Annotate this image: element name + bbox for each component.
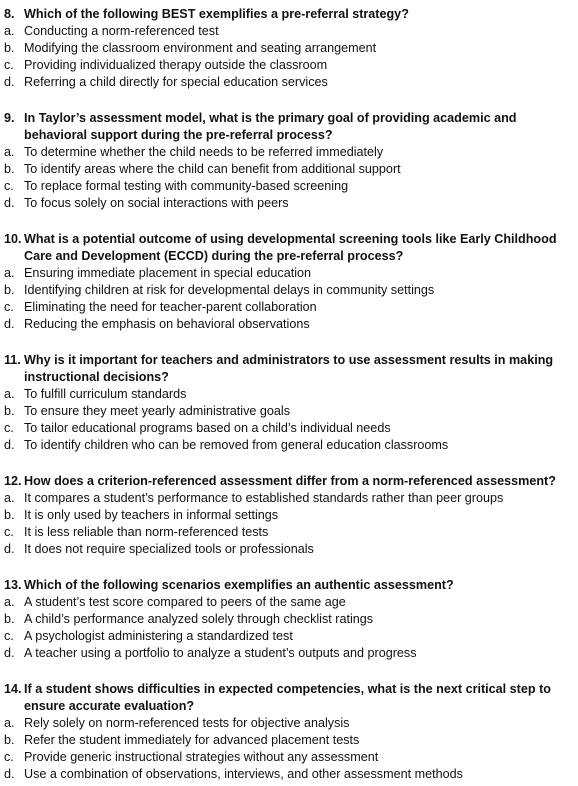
option-letter: a. bbox=[4, 24, 15, 38]
option-text: To replace formal testing with community-based screening bbox=[24, 179, 349, 193]
answer-option bbox=[4, 507, 578, 524]
question-block bbox=[4, 110, 578, 212]
option-text: Identifying children at risk for developmental delays in community settings bbox=[24, 283, 435, 297]
answer-option bbox=[4, 57, 578, 74]
option-letter: a. bbox=[4, 716, 15, 730]
option-text: It compares a student’s performance to established standards rather than peer groups bbox=[24, 491, 504, 505]
answer-option bbox=[4, 524, 578, 541]
question-text: Which of the following BEST exemplifies a pre-referral strategy? bbox=[24, 7, 409, 21]
option-text: Refer the student immediately for advanced placement tests bbox=[24, 733, 360, 747]
option-text: It is only used by teachers in informal settings bbox=[24, 508, 279, 522]
option-letter: d. bbox=[4, 75, 15, 89]
question-number: 13. bbox=[4, 578, 22, 592]
answer-option bbox=[4, 732, 578, 749]
question-number: 11. bbox=[4, 353, 21, 367]
question-heading bbox=[4, 231, 578, 265]
option-text: To focus solely on social interactions with peers bbox=[24, 196, 289, 210]
option-letter: d. bbox=[4, 646, 15, 660]
answer-option bbox=[4, 178, 578, 195]
answer-option bbox=[4, 420, 578, 437]
answer-option bbox=[4, 195, 578, 212]
option-text: Eliminating the need for teacher-parent collaboration bbox=[24, 300, 317, 314]
option-letter: b. bbox=[4, 162, 15, 176]
option-text: Provide generic instructional strategies without any assessment bbox=[24, 750, 379, 764]
answer-option bbox=[4, 40, 578, 57]
option-letter: d. bbox=[4, 438, 15, 452]
option-text: Providing individualized therapy outside the classroom bbox=[24, 58, 328, 72]
option-letter: d. bbox=[4, 542, 15, 556]
option-letter: a. bbox=[4, 387, 15, 401]
option-text: A student’s test score compared to peers of the same age bbox=[24, 595, 346, 609]
option-text: Ensuring immediate placement in special education bbox=[24, 266, 312, 280]
option-text: Conducting a norm-referenced test bbox=[24, 24, 219, 38]
question-text: If a student shows difficulties in expected competencies, what is the next critical step to ensure accurate evaluation? bbox=[24, 682, 551, 713]
option-letter: a. bbox=[4, 595, 15, 609]
answer-option bbox=[4, 23, 578, 40]
question-heading bbox=[4, 473, 578, 490]
answer-option bbox=[4, 541, 578, 558]
option-text: A child’s performance analyzed solely through checklist ratings bbox=[24, 612, 374, 626]
answer-option bbox=[4, 437, 578, 454]
question-text: In Taylor’s assessment model, what is the primary goal of providing academic and behavioral support during the pre-referral process? bbox=[24, 111, 517, 142]
option-letter: a. bbox=[4, 266, 15, 280]
answer-option bbox=[4, 645, 578, 662]
question-number: 12. bbox=[4, 474, 22, 488]
answer-option bbox=[4, 386, 578, 403]
question-block bbox=[4, 231, 578, 333]
answer-option bbox=[4, 715, 578, 732]
answer-option bbox=[4, 403, 578, 420]
question-block bbox=[4, 352, 578, 454]
question-heading bbox=[4, 110, 578, 144]
option-letter: b. bbox=[4, 508, 15, 522]
answer-option bbox=[4, 282, 578, 299]
question-number: 9. bbox=[4, 111, 15, 125]
option-text: Modifying the classroom environment and seating arrangement bbox=[24, 41, 377, 55]
option-text: A teacher using a portfolio to analyze a student’s outputs and progress bbox=[24, 646, 417, 660]
answer-option bbox=[4, 74, 578, 91]
option-text: It does not require specialized tools or professionals bbox=[24, 542, 314, 556]
answer-option bbox=[4, 628, 578, 645]
option-text: To ensure they meet yearly administrative goals bbox=[24, 404, 290, 418]
question-number: 8. bbox=[4, 7, 15, 21]
option-letter: b. bbox=[4, 283, 15, 297]
option-letter: d. bbox=[4, 767, 15, 781]
question-text: What is a potential outcome of using developmental screening tools like Early Childhood Care and Development (ECCD) during the pre-referral process? bbox=[24, 232, 557, 263]
option-text: To identify areas where the child can benefit from additional support bbox=[24, 162, 401, 176]
answer-option bbox=[4, 766, 578, 783]
option-letter: c. bbox=[4, 421, 14, 435]
option-letter: b. bbox=[4, 612, 15, 626]
option-letter: b. bbox=[4, 41, 15, 55]
option-letter: c. bbox=[4, 750, 14, 764]
answer-option bbox=[4, 299, 578, 316]
option-letter: a. bbox=[4, 491, 15, 505]
answer-option bbox=[4, 749, 578, 766]
answer-option bbox=[4, 316, 578, 333]
option-text: To fulfill curriculum standards bbox=[24, 387, 187, 401]
option-text: It is less reliable than norm-referenced tests bbox=[24, 525, 269, 539]
question-text: How does a criterion-referenced assessment differ from a norm-referenced assessment? bbox=[24, 474, 556, 488]
answer-option bbox=[4, 594, 578, 611]
question-block bbox=[4, 577, 578, 662]
option-text: Reducing the emphasis on behavioral observations bbox=[24, 317, 310, 331]
question-block bbox=[4, 681, 578, 783]
question-number: 14. bbox=[4, 682, 22, 696]
answer-option bbox=[4, 490, 578, 507]
question-heading bbox=[4, 577, 578, 594]
answer-option bbox=[4, 265, 578, 282]
option-letter: c. bbox=[4, 58, 14, 72]
question-heading bbox=[4, 6, 578, 23]
option-text: Rely solely on norm-referenced tests for objective analysis bbox=[24, 716, 350, 730]
option-letter: b. bbox=[4, 733, 15, 747]
question-text: Which of the following scenarios exemplifies an authentic assessment? bbox=[24, 578, 454, 592]
answer-option bbox=[4, 611, 578, 628]
question-block bbox=[4, 6, 578, 91]
option-letter: c. bbox=[4, 629, 14, 643]
option-letter: d. bbox=[4, 317, 15, 331]
option-letter: c. bbox=[4, 525, 14, 539]
question-heading bbox=[4, 352, 578, 386]
option-letter: c. bbox=[4, 300, 14, 314]
option-text: To tailor educational programs based on a child’s individual needs bbox=[24, 421, 391, 435]
question-block bbox=[4, 473, 578, 558]
option-text: To identify children who can be removed from general education classrooms bbox=[24, 438, 449, 452]
option-letter: a. bbox=[4, 145, 15, 159]
answer-option bbox=[4, 144, 578, 161]
option-text: A psychologist administering a standardized test bbox=[24, 629, 293, 643]
question-heading bbox=[4, 681, 578, 715]
option-letter: d. bbox=[4, 196, 15, 210]
answer-option bbox=[4, 161, 578, 178]
option-text: Referring a child directly for special education services bbox=[24, 75, 328, 89]
question-number: 10. bbox=[4, 232, 22, 246]
option-text: To determine whether the child needs to be referred immediately bbox=[24, 145, 384, 159]
question-text: Why is it important for teachers and administrators to use assessment results in making instructional decisions? bbox=[24, 353, 554, 384]
option-letter: c. bbox=[4, 179, 14, 193]
option-letter: b. bbox=[4, 404, 15, 418]
option-text: Use a combination of observations, interviews, and other assessment methods bbox=[24, 767, 463, 781]
